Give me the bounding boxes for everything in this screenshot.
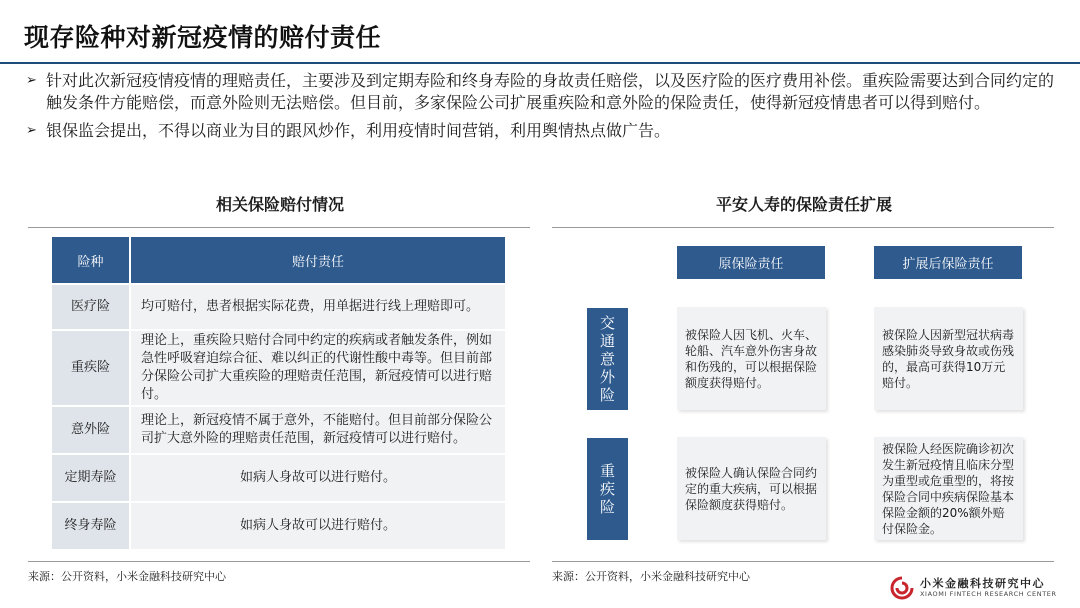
original-liability-cell: 被保险人确认保险合同约定的重大疾病，可以根据保险额度获得赔付。	[677, 437, 826, 540]
table-cell-liability: 理论上，新冠疫情不属于意外，不能赔付。但目前部分保险公司扩大意外险的理赔责任范围，新冠疫情可以进行赔付。	[129, 407, 505, 453]
row-label-char: 通	[599, 332, 615, 350]
table-row	[52, 453, 505, 501]
table-header-type: 险种	[77, 254, 104, 270]
original-liability-cell: 被保险人因飞机、火车、轮船、汽车意外伤害身故和伤残的，可以根据保险额度获得赔付。	[677, 307, 826, 410]
bullet-item	[26, 70, 1056, 114]
row-label-char: 险	[599, 386, 615, 404]
row-label-char: 险	[599, 498, 615, 516]
bullet-list	[26, 70, 1056, 148]
extended-liability-cell: 被保险人经医院确诊初次发生新冠疫情且临床分型为重型或危重型的，将按保险合同中疾病保险基本保险金额的20%额外赔付保险金。	[874, 437, 1023, 540]
bullet-text: 银保监会提出，不得以商业为目的跟风炒作，利用疫情时间营销，利用舆情热点做广告。	[46, 121, 671, 140]
table-header-liability: 赔付责任	[129, 237, 505, 283]
table-cell-liability: 均可赔付，患者根据实际花费，用单据进行线上理赔即可。	[129, 285, 505, 329]
arrow-bullet-icon: ➢	[26, 73, 37, 88]
table-row	[52, 405, 505, 453]
table-row	[52, 501, 505, 549]
bullet-item	[26, 120, 1056, 142]
logo-swirl-icon	[890, 576, 914, 600]
insurance-claims-table	[52, 237, 505, 549]
left-section-title: 相关保险赔付情况	[215, 195, 344, 214]
right-source-divider	[552, 561, 1054, 562]
table-row	[52, 283, 505, 329]
table-cell-type: 定期寿险	[52, 455, 129, 501]
brand-logo	[890, 576, 1057, 600]
table-cell-liability: 理论上，重疾险只赔付合同中约定的疾病或者触发条件，例如急性呼吸窘迫综合征、难以纠正的代谢性酸中毒等。但目前部分保险公司扩大重疾险的理赔责任范围，新冠疫情可以进行赔付。	[129, 331, 505, 405]
table-cell-type: 终身寿险	[52, 503, 129, 549]
extended-liability-header: 扩展后保险责任	[874, 246, 1022, 279]
left-source-divider	[28, 561, 530, 562]
original-liability-header: 原保险责任	[677, 246, 825, 279]
row-label-char: 重	[599, 462, 615, 480]
row-label-critical-illness	[587, 438, 628, 540]
table-cell-liability: 如病人身故可以进行赔付。	[129, 455, 505, 501]
page-title: 现存险种对新冠疫情的赔付责任	[24, 23, 382, 52]
row-label-char: 疾	[599, 480, 615, 498]
extended-liability-cell: 被保险人因新型冠状病毒感染肺炎导致身故或伤残的，最高可获得10万元赔付。	[874, 307, 1023, 410]
table-cell-type: 医疗险	[52, 285, 129, 329]
bullet-text: 针对此次新冠疫情疫情的理赔责任，主要涉及到定期寿险和终身寿险的身故责任赔偿，以及医疗险的医疗费用补偿。重疾险需要达到合同约定的触发条件方能赔偿，而意外险则无法赔偿。但目前，多家保险公司扩展重疾险和意外险的保险责任，使得新冠疫情患者可以得到赔付。	[46, 71, 1055, 112]
row-label-char: 意	[599, 350, 615, 368]
title-divider	[0, 62, 1080, 64]
table-cell-type: 重疾险	[52, 331, 129, 405]
left-section-divider	[28, 227, 530, 228]
right-section-divider	[552, 227, 1054, 228]
row-label-traffic-accident	[587, 308, 628, 410]
right-section-title: 平安人寿的保险责任扩展	[715, 195, 892, 214]
left-source-note: 来源：公开资料，小米金融科技研究中心	[28, 570, 226, 583]
table-row	[52, 329, 505, 405]
row-label-char: 交	[599, 314, 615, 332]
table-cell-type: 意外险	[52, 407, 129, 453]
logo-name-cn: 小米金融科技研究中心	[920, 577, 1045, 590]
row-label-char: 外	[599, 368, 615, 386]
logo-name-en: XIAOMI FINTECH RESEARCH CENTER	[920, 590, 1057, 598]
table-cell-liability: 如病人身故可以进行赔付。	[129, 503, 505, 549]
table-header-row	[52, 237, 505, 283]
right-source-note: 来源：公开资料，小米金融科技研究中心	[552, 570, 750, 583]
arrow-bullet-icon: ➢	[26, 123, 37, 138]
